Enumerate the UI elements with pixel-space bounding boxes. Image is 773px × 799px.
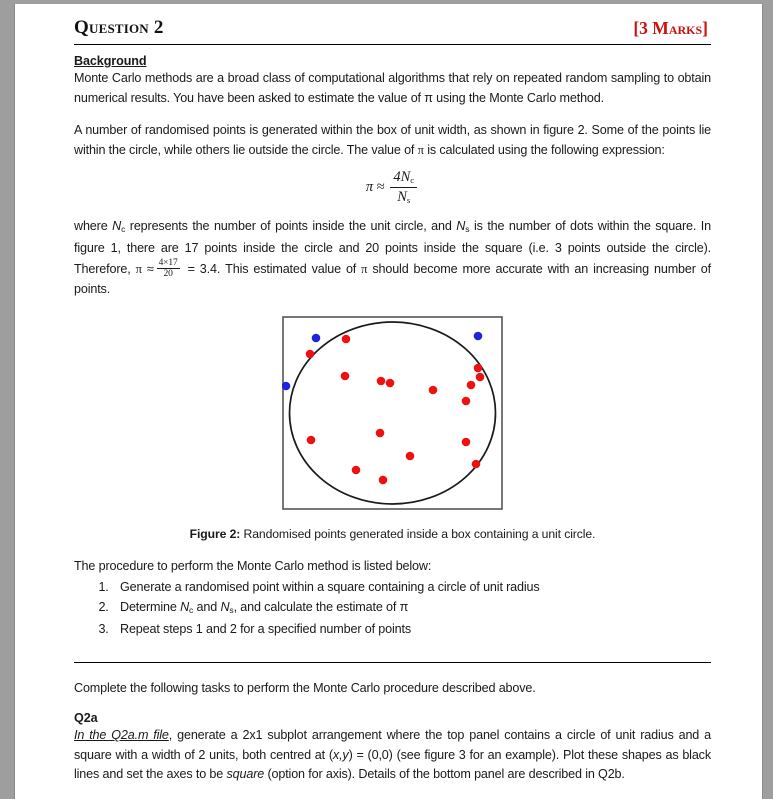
figure-caption-label: Figure 2: <box>189 526 241 541</box>
expl-seg4: = 3.4. This estimated value of <box>182 261 362 276</box>
data-point-inside <box>467 381 476 390</box>
data-point-inside <box>379 476 388 485</box>
procedure-list <box>74 578 711 639</box>
pi-symbol: π <box>417 142 424 157</box>
inline-denominator: 20 <box>163 269 173 280</box>
q2a-seg1: , generate a 2x1 subplot arrangement where the top panel contains a circle of unit radius and a square with a width of 2 units, both centred at ( <box>74 728 711 762</box>
expl-pi-1: π <box>135 261 142 276</box>
background-heading: Background <box>74 54 147 68</box>
q2a-seg3: (option for axis). Details of the bottom panel are described in Q2b. <box>264 767 625 782</box>
formula-fraction <box>390 169 417 206</box>
expl-seg1: where <box>74 219 113 233</box>
inline-fraction <box>157 258 180 280</box>
scatter-svg <box>282 316 503 510</box>
figure-caption-text: Randomised points generated inside a box containing a unit circle. <box>240 526 596 541</box>
data-point-outside <box>282 382 290 391</box>
spacer <box>74 663 711 679</box>
data-point-inside <box>352 466 361 475</box>
background-paragraph-2 <box>74 121 711 160</box>
data-point-inside <box>472 460 481 469</box>
data-point-outside <box>312 334 321 343</box>
bg-p2-seg1: A number of randomised points is generated within the box of unit width, as shown in figure 2. Some of the points lie within the circle, while others lie outside the circle. The value of <box>74 123 711 157</box>
list-item <box>112 620 711 640</box>
data-point-inside <box>376 429 385 438</box>
spacer <box>74 698 711 711</box>
data-point-inside <box>462 397 471 406</box>
data-point-inside <box>429 386 438 395</box>
step-2-ns-sub: s <box>229 604 234 615</box>
formula-pi: π <box>365 178 374 195</box>
expl-ns: N <box>456 219 466 233</box>
figure-2 <box>74 316 711 541</box>
data-point-outside <box>474 332 483 341</box>
formula-denominator <box>390 188 417 206</box>
formula-numerator <box>390 169 417 188</box>
step-3-text: Repeat steps 1 and 2 for a specified number of points <box>120 622 411 637</box>
data-point-inside <box>462 438 471 447</box>
formula-approx: ≈ <box>376 178 385 195</box>
expl-approx: ≈ <box>146 261 154 276</box>
step-2-mid: and <box>193 599 221 614</box>
denominator-text: N <box>397 189 407 205</box>
expl-ns-sub: s <box>465 223 470 234</box>
expl-nc: N <box>112 219 122 233</box>
background-paragraph-1: Monte Carlo methods are a broad class of computational algorithms that rely on repeated random sampling to obtain numerical results. You have been asked to estimate the value of π using the Monte Carlo method. <box>74 71 711 105</box>
expl-nc-sub: c <box>121 223 126 234</box>
q2a-square-keyword: square <box>226 767 265 782</box>
step-2-ns: N <box>220 599 230 614</box>
q2a-file-reference: In the Q2a.m file <box>74 728 169 743</box>
data-point-inside <box>474 364 483 373</box>
question-header <box>74 14 711 45</box>
pi-formula <box>74 169 711 206</box>
procedure-intro: The procedure to perform the Monte Carlo method is listed below: <box>74 558 432 573</box>
numerator-subscript: c <box>410 174 415 185</box>
data-point-inside <box>341 372 350 381</box>
data-point-inside <box>386 379 395 388</box>
explanation-paragraph <box>74 217 711 300</box>
unit-square <box>283 317 502 509</box>
monte-carlo-plot <box>282 316 503 510</box>
tasks-intro: Complete the following tasks to perform the Monte Carlo procedure described above. <box>74 680 536 695</box>
q2a-xy: x,y <box>332 747 349 762</box>
document-page <box>14 4 763 799</box>
data-point-inside <box>476 373 485 382</box>
step-2-text-b: , and calculate the estimate of π <box>233 599 409 614</box>
step-1-text: Generate a randomised point within a square containing a circle of unit radius <box>120 580 540 595</box>
step-2-text-a: Determine <box>120 599 181 614</box>
data-point-inside <box>342 335 351 344</box>
expl-seg5: should become more accurate with an increasing number of points. <box>74 261 711 297</box>
data-point-inside <box>406 452 415 461</box>
step-2-nc: N <box>180 599 190 614</box>
inline-numerator: 4×17 <box>158 257 178 268</box>
data-point-inside <box>307 436 316 445</box>
q2a-paragraph <box>74 726 711 785</box>
data-point-inside <box>306 350 315 359</box>
bg-p2-seg2: is calculated using the following expression: <box>423 142 665 157</box>
q2a-heading: Q2a <box>74 711 98 726</box>
figure-caption <box>74 527 711 541</box>
spacer <box>74 108 711 121</box>
page-title: Question 2 <box>74 17 164 38</box>
data-point-inside <box>377 377 386 386</box>
denominator-subscript: s <box>406 194 411 205</box>
expl-pi-2: π <box>361 261 368 276</box>
expl-seg3: is the number of dots within the square. In figure 1, there are 17 points inside the circle and 20 points inside the square (i.e. 3 points outside the circle). Therefore, <box>74 219 711 276</box>
page-content <box>74 14 711 785</box>
numerator-text: 4N <box>393 169 411 185</box>
list-item <box>112 578 711 598</box>
expl-seg2: represents the number of points inside the unit circle, and <box>125 219 457 233</box>
q2a-seg2: ) = (0,0) (see figure 3 for an example). Plot these shapes as black lines and set the axes to be <box>74 747 711 782</box>
step-2-nc-sub: c <box>189 604 194 615</box>
list-item <box>112 598 711 620</box>
marks-badge: [3 Marks] <box>633 18 708 38</box>
spacer <box>74 541 711 557</box>
